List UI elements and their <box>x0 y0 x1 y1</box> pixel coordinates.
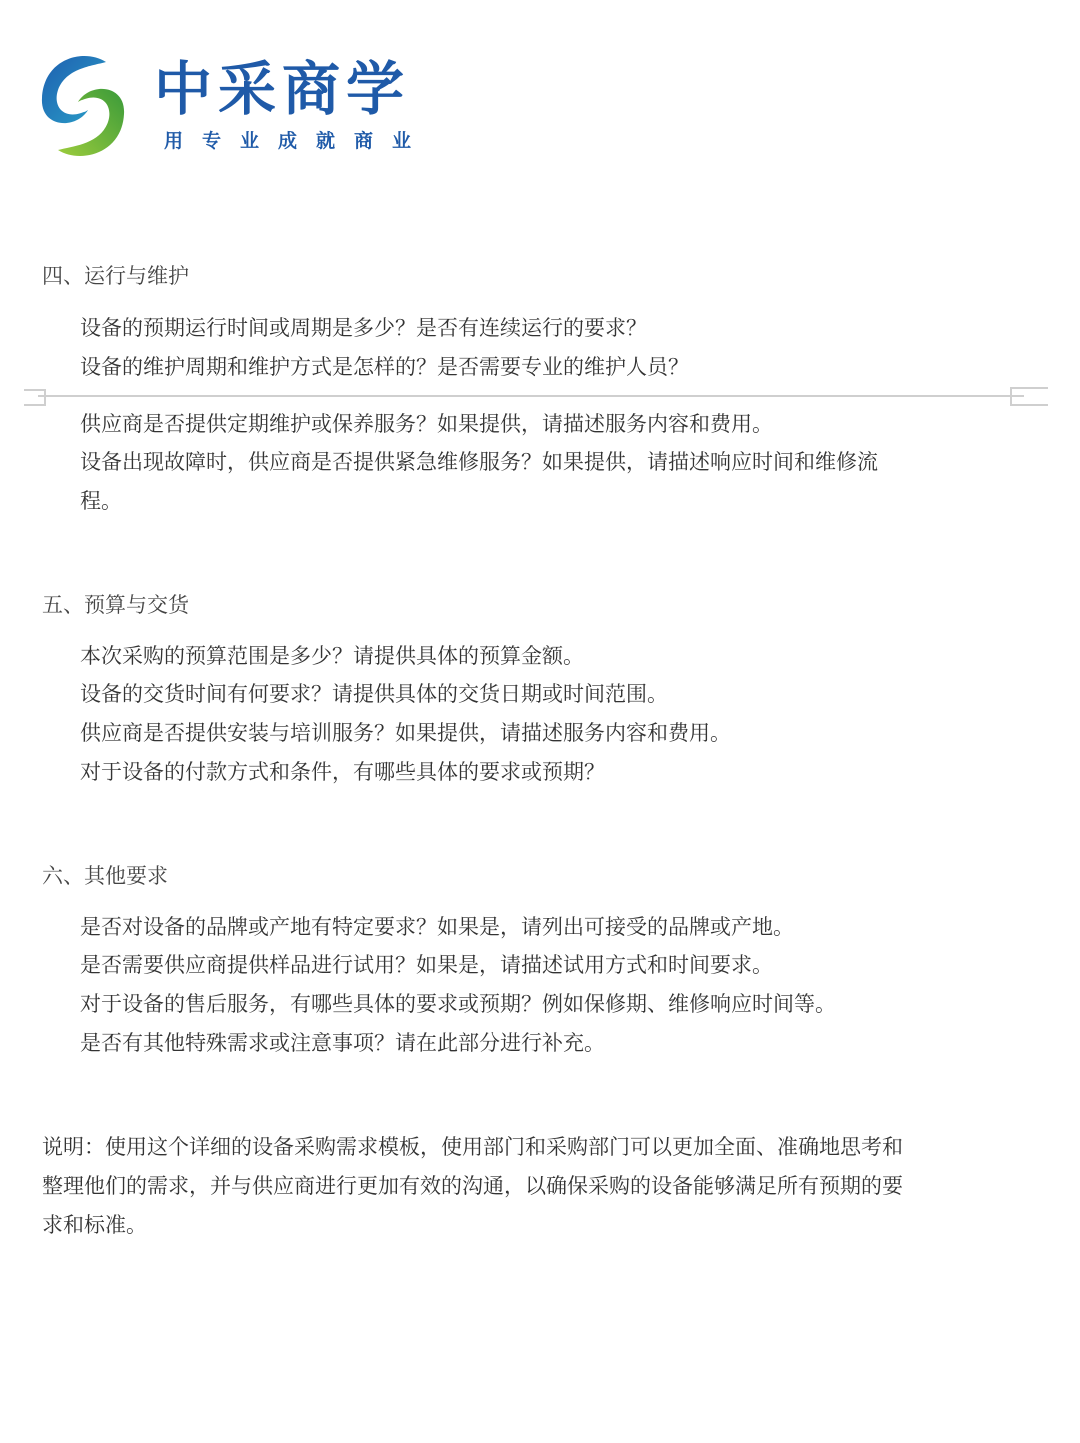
page-break-rule <box>38 395 1024 397</box>
brand-logo-icon <box>36 48 128 164</box>
question-line: 对于设备的付款方式和条件，有哪些具体的要求或预期？ <box>80 760 605 784</box>
section-title-other-requirements: 六、其他要求 <box>42 864 168 888</box>
brand-header <box>36 48 456 168</box>
question-line: 设备的维护周期和维护方式是怎样的？是否需要专业的维护人员？ <box>80 355 689 379</box>
question-line: 是否需要供应商提供样品进行试用？如果是，请描述试用方式和时间要求。 <box>80 953 773 977</box>
brand-name: 中采商学 <box>154 55 411 123</box>
question-line: 供应商是否提供定期维护或保养服务？如果提供，请描述服务内容和费用。 <box>80 412 773 436</box>
question-line: 是否对设备的品牌或产地有特定要求？如果是，请列出可接受的品牌或产地。 <box>80 915 794 939</box>
question-line: 供应商是否提供安装与培训服务？如果提供，请描述服务内容和费用。 <box>80 721 731 745</box>
note-line: 求和标准。 <box>42 1213 147 1237</box>
note-paragraph <box>42 1128 1022 1245</box>
question-line: 设备的预期运行时间或周期是多少？是否有连续运行的要求？ <box>80 316 647 340</box>
brand-tagline: 用专业成就商业 <box>164 130 431 152</box>
question-line: 对于设备的售后服务，有哪些具体的要求或预期？例如保修期、维修响应时间等。 <box>80 992 836 1016</box>
question-line: 设备出现故障时，供应商是否提供紧急维修服务？如果提供，请描述响应时间和维修流 <box>80 450 878 474</box>
section-title-budget-delivery: 五、预算与交货 <box>42 593 189 617</box>
note-line: 整理他们的需求，并与供应商进行更加有效的沟通，以确保采购的设备能够满足所有预期的要 <box>42 1174 903 1198</box>
note-line: 说明：使用这个详细的设备采购需求模板，使用部门和采购部门可以更加全面、准确地思考和 <box>42 1135 903 1159</box>
page-break-divider <box>24 387 1048 407</box>
question-line: 是否有其他特殊需求或注意事项？请在此部分进行补充。 <box>80 1031 605 1055</box>
page-break-left-mark <box>24 389 46 406</box>
page-break-right-mark <box>1010 387 1048 406</box>
question-line: 设备的交货时间有何要求？请提供具体的交货日期或时间范围。 <box>80 682 668 706</box>
section-title-maintenance: 四、运行与维护 <box>42 264 189 288</box>
question-line: 本次采购的预算范围是多少？请提供具体的预算金额。 <box>80 644 584 668</box>
question-line: 程。 <box>80 489 122 513</box>
